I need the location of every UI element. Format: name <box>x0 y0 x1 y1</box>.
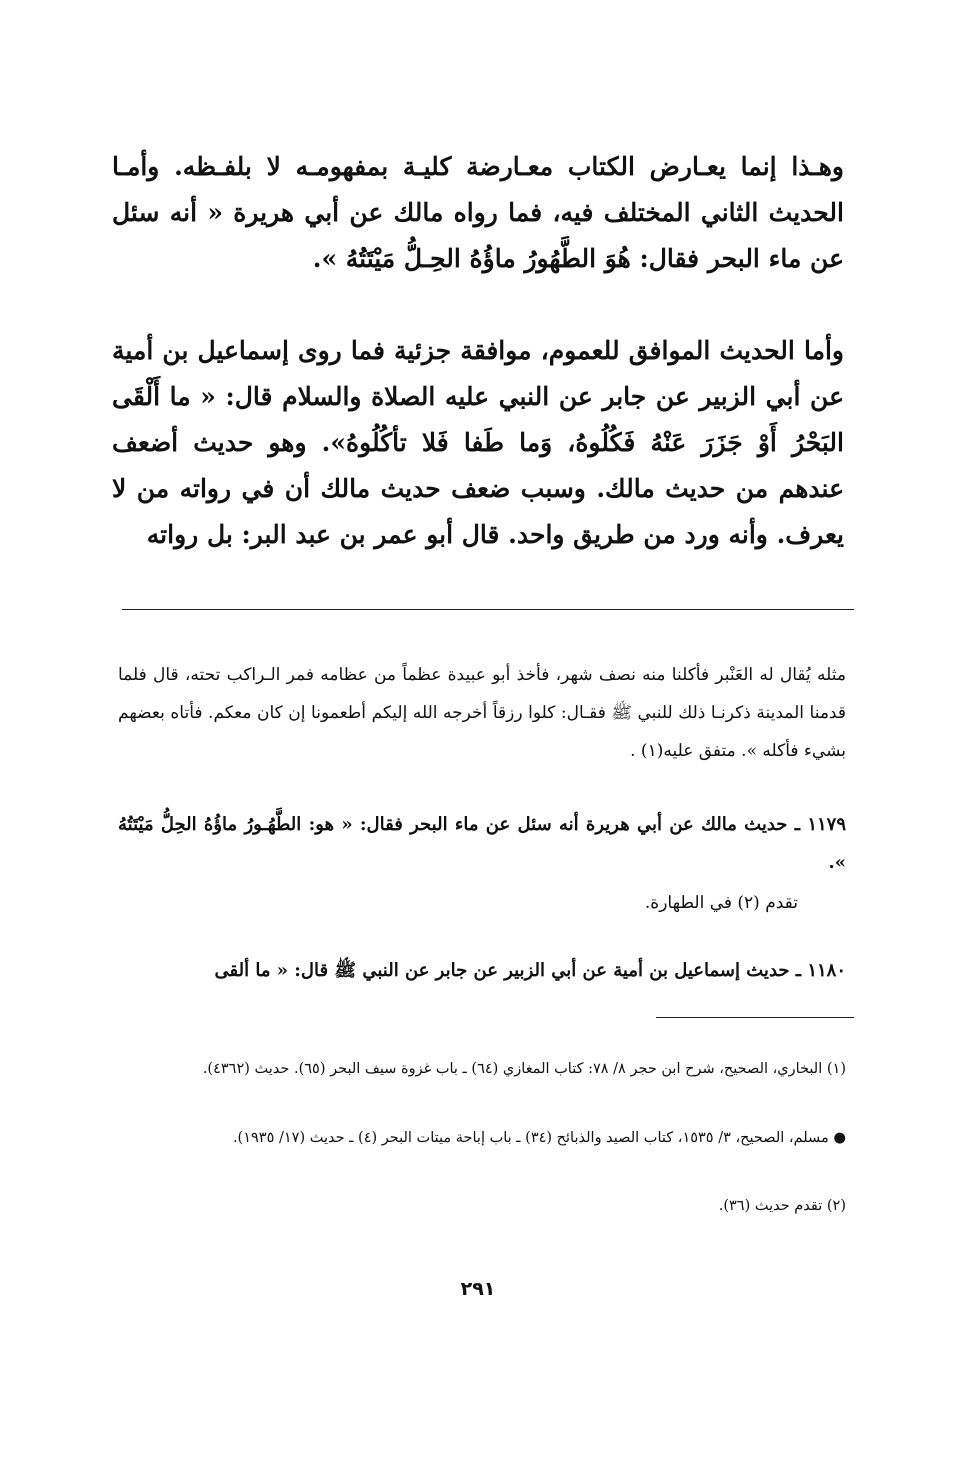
main-text-separator <box>122 609 854 610</box>
main-paragraph-2: وأما الحديث الموافق للعموم، موافقة جزئية فما روى إسماعيل بن أمية عن أبي الزبير عن جابر عن النبي عليه الصلاة والسلام قال: « ما أَلْقَى البَحْرُ أَوْ جَزَرَ عَنْهُ فَكُلُوهُ، وَما طَفا فَلا تأكُلُوهُ». وهو حديث أضعف عندهم من حديث مالك. وسبب ضعف حديث مالك أن في رواته من لا يعرف. وأنه ورد من طريق واحد. قال أبو عمر بن عبد البر: بل رواته <box>112 336 844 549</box>
hadith-note-continuation: مثله يُقال له العَنْبر فأكلنا منه نصف شهر، فأخذ أبو عبيدة عظماً من عظامه فمر الـراكب تحته، قال فلما قدمنا المدينة ذكرنـا ذلك للنبي ﷺ فقـال: كلوا رزقاً أخرجه الله إليكم أطعمونا إن كان معكم. فأتاه بعضهم بشيء فأكله ». متفق عليه(١) . <box>118 665 846 761</box>
footnote-2: (٢) تقدم حديث (٣٦). <box>718 1198 846 1214</box>
page-number: ٢٩١ <box>460 1278 496 1300</box>
hadith-note-reference: تقدم (٢) في الطهارة. <box>644 893 798 913</box>
main-paragraph-1: وهـذا إنما يعـارض الكتاب معـارضة كليـة بمفهومـه لا بلفـظه. وأمـا الحديث الثاني المختلف فيه، فما رواه مالك عن أبي هريرة « أنه سئل عن ماء البحر فقال: هُوَ الطَّهُورُ ماؤُهُ الحِـلُّ مَيْتَتُهُ ». <box>112 152 844 273</box>
hadith-note-1180: ١١٨٠ ـ حديث إسماعيل بن أمية عن أبي الزبير عن جابر عن النبي ﷺ قال: « ما ألقى <box>214 960 846 981</box>
footnote-separator <box>656 1017 854 1018</box>
hadith-note-1179: ١١٧٩ ـ حديث مالك عن أبي هريرة أنه سئل عن ماء البحر فقال: « هو: الطَّهُـورُ ماؤُهُ الحِلُّ مَيْتَتُهُ ». <box>118 814 846 873</box>
footnote-1-muslim: ● مسلم، الصحيح، ٣/ ١٥٣٥، كتاب الصيد والذبائح (٣٤) ـ باب إباحة ميتات البحر (٤) ـ حديث (١٧/ ١٩٣٥). <box>232 1130 846 1146</box>
footnote-1: (١) البخاري، الصحيح، شرح ابن حجر ٨/ ٧٨: كتاب المغازي (٦٤) ـ باب غزوة سيف البحر (٦٥). حديث (٤٣٦٢). <box>202 1061 846 1077</box>
